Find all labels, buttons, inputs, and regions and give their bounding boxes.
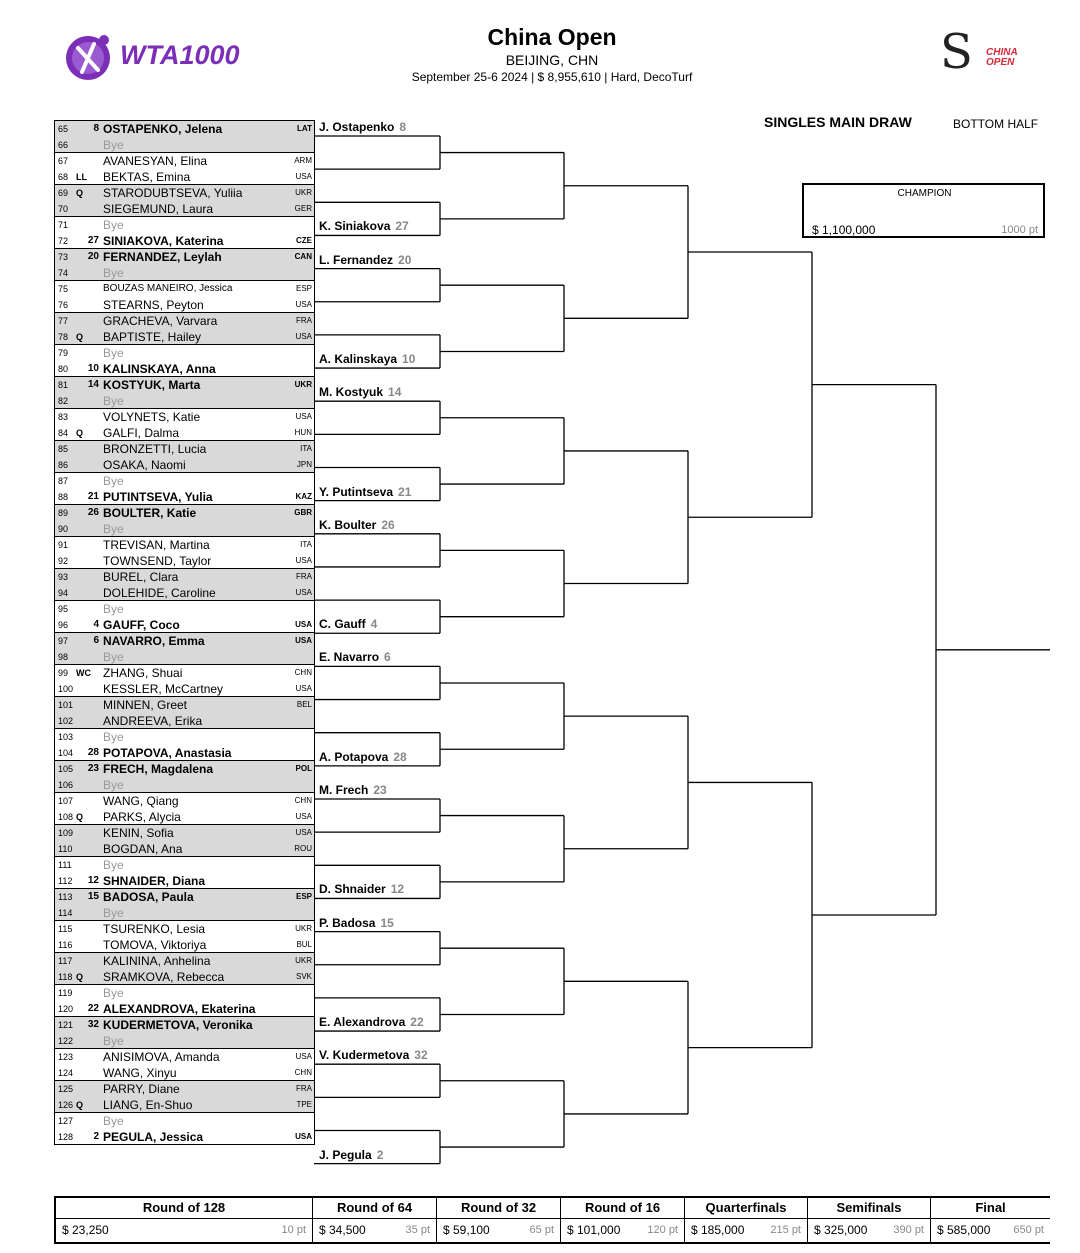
china-open-logo-letter: S <box>940 24 973 80</box>
player-country: TPE <box>296 1100 312 1109</box>
entry-tag: Q <box>76 332 84 342</box>
draw-position: 69 <box>58 188 69 198</box>
draw-position: 116 <box>58 940 73 950</box>
player-name: STEARNS, Peyton <box>103 298 204 312</box>
player-country: UKR <box>295 956 312 965</box>
player-name: AVANESYAN, Elina <box>103 154 208 168</box>
prize-money: $ 101,000 <box>567 1223 621 1237</box>
draw-position: 100 <box>58 684 74 694</box>
draw-position: 71 <box>58 220 69 230</box>
entry-tag: Q <box>76 428 84 438</box>
player-name: MINNEN, Greet <box>103 698 188 712</box>
draw-position: 115 <box>58 924 73 934</box>
player-country: UKR <box>295 188 312 197</box>
prize-money-table <box>54 1196 1050 1244</box>
prize-column <box>560 1198 684 1242</box>
prize-divider <box>56 1218 312 1219</box>
player-name: SRAMKOVA, Rebecca <box>103 970 225 984</box>
player-country: ITA <box>300 540 312 549</box>
prize-points: 120 pt <box>647 1224 678 1236</box>
prize-round-name: Semifinals <box>836 1200 902 1215</box>
player-country: USA <box>295 620 312 629</box>
player-name: Bye <box>103 602 124 616</box>
player-country: ESP <box>295 892 312 901</box>
tournament-info: September 25-6 2024 | $ 8,955,610 | Hard, DecoTurf <box>411 70 693 84</box>
seed-number: 10 <box>402 352 416 367</box>
prize-points: 10 pt <box>281 1224 306 1236</box>
seed-number: 27 <box>395 219 409 234</box>
player-name: GRACHEVA, Varvara <box>103 314 218 328</box>
seed-number: 12 <box>87 875 99 886</box>
player-name: GAUFF, Coco <box>103 618 180 632</box>
seed-number: 28 <box>393 749 407 764</box>
player-short-name: E. Navarro <box>319 650 380 665</box>
champion-prize: $ 1,100,000 <box>812 223 876 237</box>
prize-column <box>807 1198 930 1242</box>
player-country: CHN <box>294 796 312 805</box>
seed-number: 14 <box>87 379 99 390</box>
draw-position: 107 <box>58 796 74 806</box>
draw-position: 113 <box>58 892 73 902</box>
draw-position: 94 <box>58 588 69 598</box>
draw-position: 108 <box>58 812 74 822</box>
player-country: UKR <box>294 380 312 389</box>
player-short-name: Y. Putintseva <box>319 484 394 499</box>
player-country: USA <box>295 556 312 565</box>
draw-position: 75 <box>58 284 69 294</box>
draw-subtitle: BOTTOM HALF <box>953 117 1039 131</box>
round-of-64-player <box>319 916 394 930</box>
player-name: ANISIMOVA, Amanda <box>103 1050 220 1064</box>
player-short-name: C. Gauff <box>319 617 366 632</box>
draw-position: 127 <box>58 1116 74 1126</box>
player-country: BUL <box>296 940 312 949</box>
player-name: BOUZAS MANEIRO, Jessica <box>103 283 233 294</box>
prize-divider <box>931 1218 1050 1219</box>
player-name: BUREL, Clara <box>103 570 179 584</box>
seed-number: 21 <box>87 491 99 502</box>
player-name: BRONZETTI, Lucia <box>103 442 207 456</box>
draw-position: 101 <box>58 700 74 710</box>
player-country: JPN <box>296 460 312 469</box>
player-name: Bye <box>103 394 124 408</box>
player-name: POTAPOVA, Anastasia <box>103 746 232 760</box>
entry-tag: Q <box>76 188 84 198</box>
player-country: USA <box>295 588 312 597</box>
seed-number: 23 <box>87 763 99 774</box>
champion-points: 1000 pt <box>1001 224 1038 236</box>
player-country: KAZ <box>295 492 312 501</box>
player-country: USA <box>295 636 312 645</box>
prize-column <box>684 1198 807 1242</box>
player-short-name: P. Badosa <box>319 915 376 930</box>
draw-position: 120 <box>58 1004 74 1014</box>
player-country: USA <box>295 1132 312 1141</box>
player-name: Bye <box>103 1034 124 1048</box>
player-name: Bye <box>103 218 124 232</box>
prize-divider <box>437 1218 560 1219</box>
seed-number: 10 <box>87 363 99 374</box>
draw-position: 122 <box>58 1036 74 1046</box>
draw-position: 68 <box>58 172 69 182</box>
player-name: TSURENKO, Lesia <box>103 922 206 936</box>
player-country: ITA <box>300 444 312 453</box>
player-name: Bye <box>103 522 124 536</box>
prize-points: 650 pt <box>1013 1224 1044 1236</box>
player-country: USA <box>295 828 312 837</box>
seed-number: 22 <box>87 1003 99 1014</box>
draw-position: 91 <box>58 540 69 550</box>
draw-position: 82 <box>58 396 69 406</box>
player-short-name: D. Shnaider <box>319 882 386 897</box>
player-name: WANG, Qiang <box>103 794 179 808</box>
draw-position: 81 <box>58 380 69 390</box>
draw-position: 124 <box>58 1068 74 1078</box>
player-name: Bye <box>103 138 124 152</box>
draw-position: 96 <box>58 620 69 630</box>
china-open-logo-text: CHINA OPEN <box>986 47 1018 68</box>
player-country: CZE <box>296 236 312 245</box>
player-country: USA <box>295 412 312 421</box>
draw-position: 97 <box>58 636 69 646</box>
player-name: BOGDAN, Ana <box>103 842 183 856</box>
round-of-64-player <box>319 253 411 267</box>
player-country: CHN <box>294 668 312 677</box>
player-name: LIANG, En-Shuo <box>103 1098 193 1112</box>
seed-number: 6 <box>93 635 99 646</box>
draw-position: 79 <box>58 348 69 358</box>
player-name: Bye <box>103 346 124 360</box>
draw-position: 118 <box>58 972 73 982</box>
seed-number: 21 <box>398 484 412 499</box>
entry-tag: LL <box>76 172 87 182</box>
draw-position: 111 <box>58 860 72 870</box>
draw-position: 128 <box>58 1132 74 1142</box>
draw-position: 104 <box>58 748 74 758</box>
seed-number: 22 <box>410 1015 424 1030</box>
draw-position: 80 <box>58 364 69 374</box>
player-name: SIEGEMUND, Laura <box>103 202 214 216</box>
draw-position: 125 <box>58 1084 74 1094</box>
prize-round-name: Round of 128 <box>142 1200 226 1215</box>
player-country: CHN <box>294 1068 312 1077</box>
draw-position: 109 <box>58 828 74 838</box>
seed-number: 27 <box>87 235 99 246</box>
seed-number: 26 <box>87 507 99 518</box>
player-name: STARODUBTSEVA, Yuliia <box>103 186 243 200</box>
player-name: Bye <box>103 266 124 280</box>
draw-position: 95 <box>58 604 69 614</box>
prize-column <box>436 1198 560 1242</box>
player-name: SINIAKOVA, Katerina <box>103 234 224 248</box>
seed-number: 4 <box>93 619 99 630</box>
draw-position: 87 <box>58 476 69 486</box>
player-country: FRA <box>296 572 312 581</box>
draw-position: 99 <box>58 668 69 678</box>
player-name: KALINSKAYA, Anna <box>103 362 216 376</box>
draw-position: 65 <box>58 124 69 134</box>
player-name: PEGULA, Jessica <box>103 1130 204 1144</box>
player-name: OSAKA, Naomi <box>103 458 186 472</box>
player-country: FRA <box>296 316 312 325</box>
round-of-64-player <box>319 783 387 797</box>
entry-tag: Q <box>76 972 84 982</box>
player-name: VOLYNETS, Katie <box>103 410 201 424</box>
prize-divider <box>313 1218 436 1219</box>
draw-position: 89 <box>58 508 69 518</box>
draw-position: 84 <box>58 428 69 438</box>
round-of-64-player <box>319 1015 424 1029</box>
seed-number: 2 <box>376 1147 384 1162</box>
draw-position: 86 <box>58 460 69 470</box>
player-name: Bye <box>103 474 124 488</box>
draw-position: 74 <box>58 268 69 278</box>
player-country: UKR <box>295 924 312 933</box>
seed-number: 26 <box>381 517 395 532</box>
prize-column <box>54 1198 312 1242</box>
round-of-64-player <box>319 617 377 631</box>
player-name: Bye <box>103 778 124 792</box>
round-of-64-player <box>319 750 407 764</box>
player-country: CAN <box>294 252 312 261</box>
draw-position: 126 <box>58 1100 74 1110</box>
draw-position: 70 <box>58 204 69 214</box>
seed-number: 8 <box>399 120 407 134</box>
wta-logo-text: WTA1000 <box>120 40 240 70</box>
draw-position: 88 <box>58 492 69 502</box>
prize-round-name: Final <box>975 1200 1006 1215</box>
seed-number: 2 <box>93 1131 99 1142</box>
player-country: ROU <box>294 844 312 853</box>
player-name: ZHANG, Shuai <box>103 666 183 680</box>
player-country: ESP <box>295 284 312 293</box>
draw-position: 67 <box>58 156 69 166</box>
player-country: BEL <box>296 700 312 709</box>
draw-position: 66 <box>58 140 69 150</box>
player-name: WANG, Xinyu <box>103 1066 177 1080</box>
player-name: OSTAPENKO, Jelena <box>103 122 223 136</box>
entry-tag: Q <box>76 1100 84 1110</box>
round-of-64-player <box>319 219 409 233</box>
draw-position: 119 <box>58 988 73 998</box>
player-name: BAPTISTE, Hailey <box>103 330 202 344</box>
entry-tag: Q <box>76 812 84 822</box>
seed-number: 14 <box>388 385 402 400</box>
draw-position: 92 <box>58 556 69 566</box>
round-of-64-player <box>319 485 411 499</box>
draw-position: 93 <box>58 572 69 582</box>
seed-number: 32 <box>87 1019 99 1030</box>
prize-column <box>312 1198 436 1242</box>
tournament-location: BEIJING, CHN <box>505 52 599 68</box>
prize-points: 65 pt <box>529 1224 554 1236</box>
seed-number: 6 <box>384 650 391 665</box>
prize-divider <box>685 1218 807 1219</box>
prize-round-name: Round of 16 <box>584 1200 661 1215</box>
player-name: PARRY, Diane <box>103 1082 180 1096</box>
prize-divider <box>808 1218 930 1219</box>
draw-position: 77 <box>58 316 69 326</box>
player-short-name: M. Frech <box>319 783 369 797</box>
draw-position: 78 <box>58 332 69 342</box>
player-name: ALEXANDROVA, Ekaterina <box>103 1002 256 1016</box>
draw-position: 76 <box>58 300 69 310</box>
entry-tag: WC <box>76 668 91 678</box>
player-name: Bye <box>103 906 124 920</box>
player-name: FERNANDEZ, Leylah <box>103 250 222 264</box>
player-country: GER <box>294 204 312 213</box>
prize-column <box>930 1198 1050 1242</box>
seed-number: 28 <box>87 747 99 758</box>
player-short-name: L. Fernandez <box>319 252 394 267</box>
seed-number: 15 <box>87 891 99 902</box>
draw-title: SINGLES MAIN DRAW <box>764 114 912 130</box>
round-of-64-player <box>319 1048 428 1062</box>
tournament-title: China Open <box>487 24 617 50</box>
player-name: KESSLER, McCartney <box>103 682 224 696</box>
player-name: BOULTER, Katie <box>103 506 197 520</box>
player-name: KUDERMETOVA, Veronika <box>103 1018 253 1032</box>
draw-position: 110 <box>58 844 73 854</box>
player-country: LAT <box>297 124 312 133</box>
prize-round-name: Quarterfinals <box>705 1200 787 1215</box>
prize-points: 390 pt <box>893 1224 924 1236</box>
player-name: Bye <box>103 986 124 1000</box>
player-name: FRECH, Magdalena <box>103 762 214 776</box>
draw-position: 83 <box>58 412 69 422</box>
seed-number: 23 <box>373 783 387 797</box>
player-short-name: K. Siniakova <box>319 219 391 234</box>
player-name: SHNAIDER, Diana <box>103 874 206 888</box>
player-country: USA <box>295 332 312 341</box>
player-country: USA <box>295 812 312 821</box>
seed-number: 8 <box>93 123 99 134</box>
draw-position: 102 <box>58 716 74 726</box>
player-short-name: M. Kostyuk <box>319 385 384 400</box>
player-name: Bye <box>103 650 124 664</box>
prize-points: 215 pt <box>770 1224 801 1236</box>
prize-divider <box>561 1218 684 1219</box>
player-short-name: K. Boulter <box>319 517 377 532</box>
prize-money: $ 59,100 <box>443 1223 490 1237</box>
round-of-64-player <box>319 650 391 664</box>
player-name: KENIN, Sofia <box>103 826 174 840</box>
player-name: KOSTYUK, Marta <box>103 378 201 392</box>
player-short-name: J. Ostapenko <box>319 120 395 134</box>
draw-position: 105 <box>58 764 74 774</box>
player-name: PUTINTSEVA, Yulia <box>103 490 213 504</box>
draw-position: 72 <box>58 236 69 246</box>
player-name: Bye <box>103 1114 124 1128</box>
prize-round-name: Round of 64 <box>336 1200 413 1215</box>
prize-money: $ 325,000 <box>814 1223 868 1237</box>
player-country: USA <box>295 300 312 309</box>
draw-position: 73 <box>58 252 69 262</box>
draw-position: 98 <box>58 652 69 662</box>
player-name: TREVISAN, Martina <box>103 538 210 552</box>
champion-label: CHAMPION <box>897 188 952 199</box>
draw-position: 117 <box>58 956 73 966</box>
round-of-64-player <box>319 1148 383 1162</box>
player-name: TOMOVA, Viktoriya <box>103 938 207 952</box>
player-country: GBR <box>294 508 312 517</box>
player-country: SVK <box>295 972 312 981</box>
seed-number: 12 <box>390 882 405 897</box>
player-name: TOWNSEND, Taylor <box>103 554 212 568</box>
player-short-name: E. Alexandrova <box>319 1015 406 1030</box>
seed-number: 15 <box>380 915 394 930</box>
seed-number: 20 <box>87 251 99 262</box>
round-of-64-player <box>319 352 415 366</box>
prize-money: $ 23,250 <box>62 1223 109 1237</box>
round-of-64-player <box>319 518 395 532</box>
player-country: POL <box>295 764 312 773</box>
prize-money: $ 185,000 <box>691 1223 745 1237</box>
draw-position: 90 <box>58 524 69 534</box>
player-country: ARM <box>294 156 312 165</box>
draw-position: 123 <box>58 1052 74 1062</box>
player-name: KALININA, Anhelina <box>103 954 211 968</box>
player-short-name: V. Kudermetova <box>319 1048 410 1063</box>
draw-position: 121 <box>58 1020 74 1030</box>
draw-position: 85 <box>58 444 69 454</box>
seed-number: 32 <box>414 1048 428 1063</box>
draw-position: 114 <box>58 908 73 918</box>
player-short-name: J. Pegula <box>319 1147 372 1162</box>
prize-money: $ 34,500 <box>319 1223 366 1237</box>
player-name: PARKS, Alycia <box>103 810 181 824</box>
prize-points: 35 pt <box>405 1224 430 1236</box>
player-name: Bye <box>103 858 124 872</box>
draw-position: 112 <box>58 876 73 886</box>
player-country: USA <box>295 172 312 181</box>
player-country: USA <box>295 1052 312 1061</box>
player-name: BADOSA, Paula <box>103 890 194 904</box>
round-of-64-player <box>319 385 401 399</box>
player-name: DOLEHIDE, Caroline <box>103 586 216 600</box>
player-short-name: A. Potapova <box>319 749 389 764</box>
round-of-64-player <box>319 120 406 134</box>
draw-position: 106 <box>58 780 74 790</box>
player-country: USA <box>295 684 312 693</box>
player-short-name: A. Kalinskaya <box>319 352 398 367</box>
player-name: ANDREEVA, Erika <box>103 714 203 728</box>
seed-number: 20 <box>398 252 412 267</box>
draw-position: 103 <box>58 732 74 742</box>
seed-number: 4 <box>370 617 378 632</box>
player-country: FRA <box>296 1084 312 1093</box>
player-name: GALFI, Dalma <box>103 426 180 440</box>
prize-money: $ 585,000 <box>937 1223 991 1237</box>
player-country: HUN <box>294 428 312 437</box>
player-name: BEKTAS, Emina <box>103 170 191 184</box>
round-of-64-player <box>319 882 404 896</box>
player-name: NAVARRO, Emma <box>103 634 205 648</box>
player-name: Bye <box>103 730 124 744</box>
prize-round-name: Round of 32 <box>460 1200 537 1215</box>
